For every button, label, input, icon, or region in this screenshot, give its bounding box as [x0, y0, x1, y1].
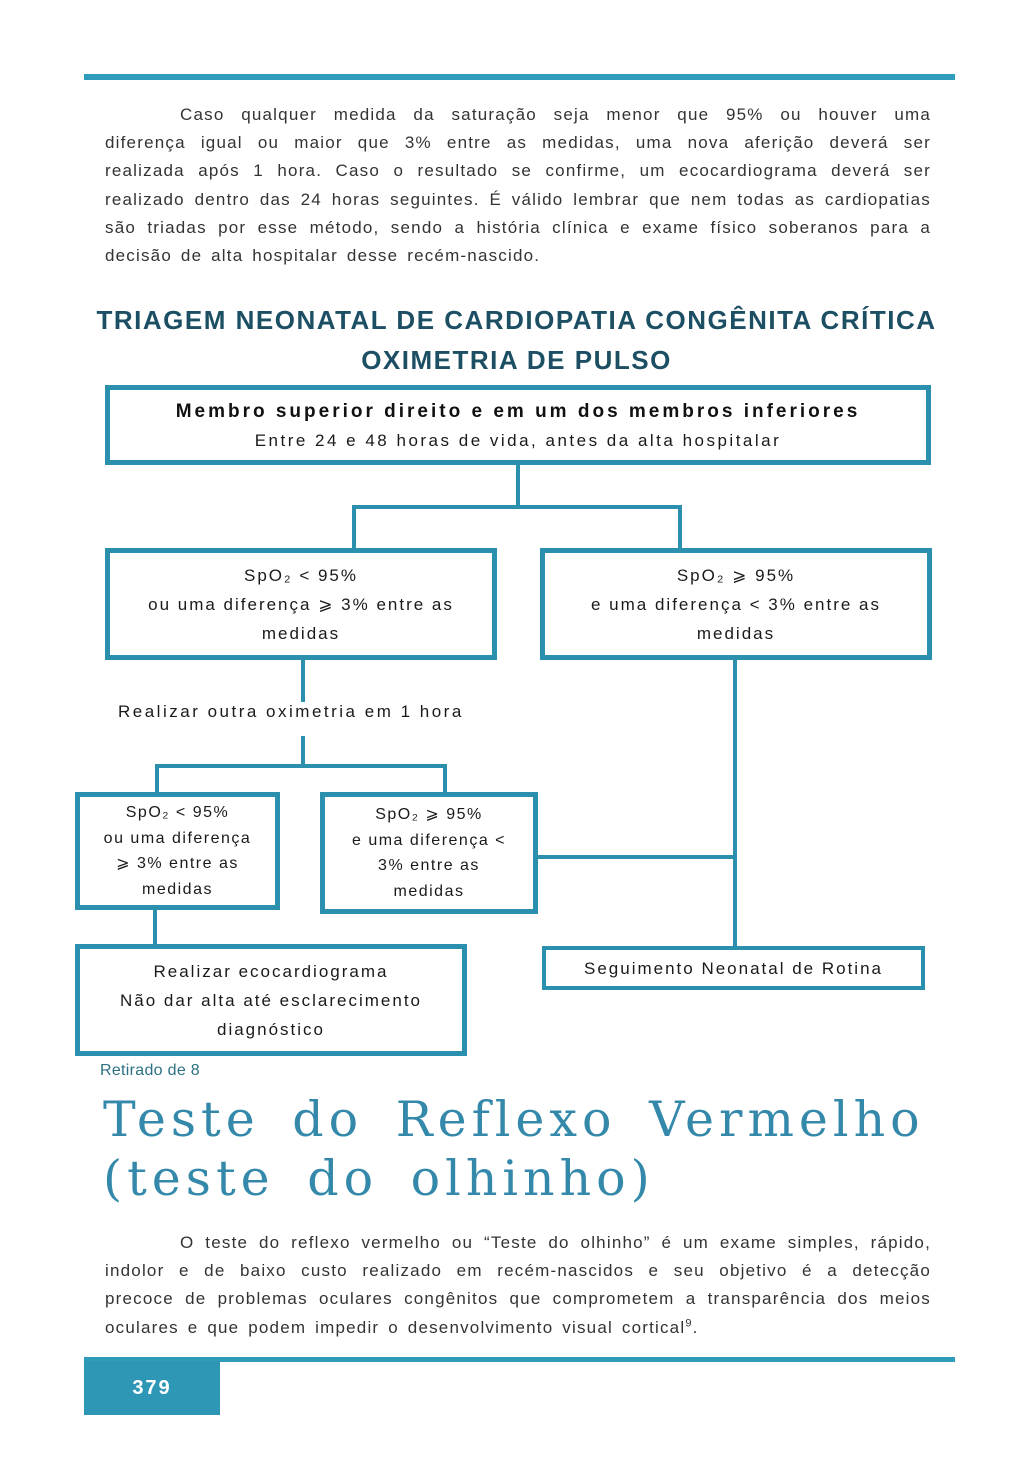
root-box-title: Membro superior direito e em um dos membros inferiores [175, 400, 861, 422]
retest-normal-line2: e uma diferença < [351, 831, 507, 849]
echo-line3: diagnóstico [216, 1019, 325, 1039]
connector-level3-horizontal [155, 764, 447, 768]
section-title [0, 300, 1033, 380]
section-title-line1: TRIAGEM NEONATAL DE CARDIOPATIA CONGÊNITA CRÍTICA [96, 305, 937, 335]
normal-spo2-line1: SpO₂ ⩾ 95% [676, 565, 796, 585]
low-spo2-line3: medidas [261, 623, 341, 643]
normal-spo2-line2: e uma diferença < 3% entre as [591, 594, 881, 614]
connector-retest-stem-top [301, 660, 305, 702]
connector-retest-normal-to-routine [538, 855, 737, 859]
echo-line2: Não dar alta até esclarecimento [119, 990, 423, 1010]
connector-retest-stem-bottom [301, 736, 305, 766]
page-number: 379 [132, 1376, 172, 1399]
flowchart-box-retest-low [75, 792, 280, 910]
page-number-badge [84, 1361, 220, 1415]
root-box-subtitle: Entre 24 e 48 horas de vida, antes da alta hospitalar [254, 430, 782, 450]
red-reflex-paragraph-text: O teste do reflexo vermelho ou “Teste do olhinho” é um exame simples, rápido, indolor e de baixo custo realizado em recém-nascidos e seu objetivo é a detecção precoce de problemas oculares congênitos que comprometem a transparência dos meios oculares e que podem impedir o desenvolvimento visual cortical [105, 1233, 931, 1337]
retest-low-line1: SpO₂ < 95% [125, 804, 230, 821]
echo-line1: Realizar ecocardiograma [153, 961, 389, 981]
low-spo2-line2: ou uma diferença ⩾ 3% entre as [148, 594, 454, 614]
connector-level1-right-drop [678, 505, 682, 550]
connector-normal-to-routine-vertical [733, 660, 737, 946]
low-spo2-line1: SpO₂ < 95% [243, 565, 358, 585]
retest-normal-line3: 3% entre as [378, 857, 480, 874]
retest-low-line2: ou uma diferença [103, 829, 252, 847]
retest-label: Realizar outra oximetria em 1 hora [118, 702, 464, 721]
routine-label: Seguimento Neonatal de Rotina [584, 958, 883, 978]
red-reflex-paragraph-period: . [692, 1317, 699, 1337]
connector-root-stem [516, 463, 520, 507]
connector-level3-right-drop [443, 764, 447, 792]
flowchart-box-root [105, 385, 931, 465]
retest-low-line3: ⩾ 3% entre as [116, 855, 239, 872]
red-reflex-heading-line1: Teste do Reflexo Vermelho [103, 1091, 925, 1148]
red-reflex-heading-line2: (teste do olhinho) [103, 1150, 655, 1207]
connector-level1-horizontal [352, 505, 682, 509]
intro-paragraph [105, 101, 931, 270]
red-reflex-paragraph [105, 1229, 931, 1342]
section-title-line2: OXIMETRIA DE PULSO [361, 345, 672, 375]
flowchart-source-note: Retirado de 8 [100, 1062, 200, 1079]
connector-level3-left-drop [155, 764, 159, 792]
intro-paragraph-text: Caso qualquer medida da saturação seja menor que 95% ou houver uma diferença igual ou maior que 3% entre as medidas, uma nova aferição deverá ser realizada após 1 hora. Caso o resultado se confirme, um ecocardiograma deverá ser realizado dentro das 24 horas seguintes. É válido lembrar que nem todas as cardiopatias são triadas por esse método, sendo a história clínica e exame físico soberanos para a decisão de alta hospitalar desse recém-nascido. [105, 105, 931, 266]
retest-low-line4: medidas [142, 880, 213, 898]
normal-spo2-line3: medidas [696, 623, 776, 643]
flowchart-box-echo [75, 944, 467, 1056]
red-reflex-heading [103, 1090, 983, 1208]
flowchart-box-low-spo2 [105, 548, 497, 660]
top-divider [84, 74, 955, 80]
connector-level1-left-drop [352, 505, 356, 550]
flowchart-box-retest-normal [320, 792, 538, 914]
flowchart-box-normal-spo2 [540, 548, 932, 660]
retest-normal-line1: SpO₂ ⩾ 95% [375, 806, 483, 823]
footnote-reference: 9 [685, 1316, 693, 1329]
retest-normal-line4: medidas [393, 882, 465, 900]
flowchart-box-routine [542, 946, 925, 990]
connector-retest-low-to-echo [153, 910, 157, 944]
